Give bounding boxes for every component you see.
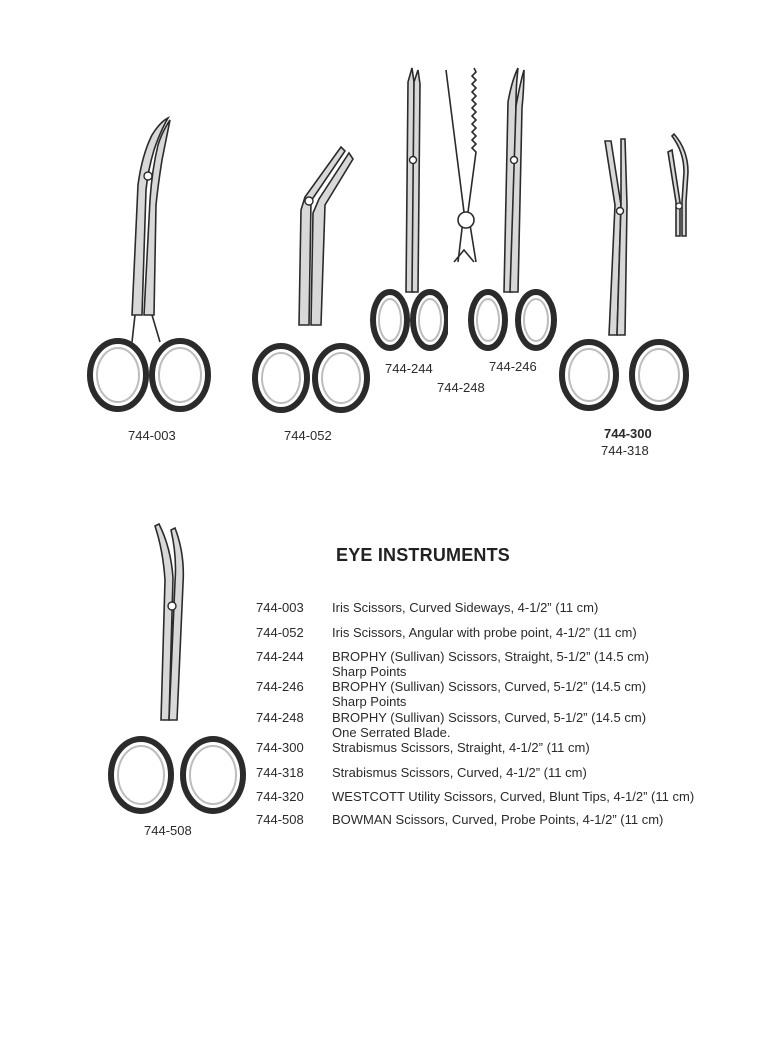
item-code: 744-003	[256, 600, 304, 615]
page-title: EYE INSTRUMENTS	[336, 545, 511, 565]
item-description: BROPHY (Sullivan) Scissors, Curved, 5-1/2” (14.5 cm)	[332, 679, 647, 694]
item-code: 744-248	[256, 710, 304, 725]
figure-label: 744-246	[489, 359, 537, 374]
figure-label: 744-244	[385, 361, 433, 376]
scissors-744-246-illustration	[464, 62, 564, 362]
figure-label: 744-248	[437, 380, 485, 395]
item-description: WESTCOTT Utility Scissors, Curved, Blunt Tips, 4-1/2” (11 cm)	[332, 789, 695, 804]
item-code: 744-244	[256, 649, 304, 664]
item-description: Strabismus Scissors, Curved, 4-1/2” (11 cm)	[332, 765, 587, 780]
scissors-744-508-illustration	[103, 520, 253, 825]
item-note: One Serrated Blade.	[332, 725, 451, 740]
scissors-744-003-illustration	[80, 110, 220, 420]
figure-label: 744-052	[284, 428, 332, 443]
figure-label: 744-300	[604, 426, 652, 441]
item-description: BROPHY (Sullivan) Scissors, Straight, 5-1/2” (14.5 cm)	[332, 649, 649, 664]
item-description: Iris Scissors, Curved Sideways, 4-1/2” (11 cm)	[332, 600, 599, 615]
item-note: Sharp Points	[332, 694, 407, 709]
item-code: 744-246	[256, 679, 304, 694]
item-code: 744-300	[256, 740, 304, 755]
scissors-744-052-illustration	[245, 135, 375, 420]
figure-label: 744-318	[601, 443, 649, 458]
item-description: BOWMAN Scissors, Curved, Probe Points, 4-1/2” (11 cm)	[332, 812, 664, 827]
figure-label: 744-508	[144, 823, 192, 838]
item-description: BROPHY (Sullivan) Scissors, Curved, 5-1/2” (14.5 cm)	[332, 710, 647, 725]
item-note: Sharp Points	[332, 664, 407, 679]
item-code: 744-508	[256, 812, 304, 827]
item-code: 744-320	[256, 789, 304, 804]
item-code: 744-318	[256, 765, 304, 780]
item-description: Strabismus Scissors, Straight, 4-1/2” (11 cm)	[332, 740, 590, 755]
item-code: 744-052	[256, 625, 304, 640]
item-description: Iris Scissors, Angular with probe point, 4-1/2” (11 cm)	[332, 625, 637, 640]
curved-tip-detail-illustration	[662, 132, 702, 238]
figure-label: 744-003	[128, 428, 176, 443]
